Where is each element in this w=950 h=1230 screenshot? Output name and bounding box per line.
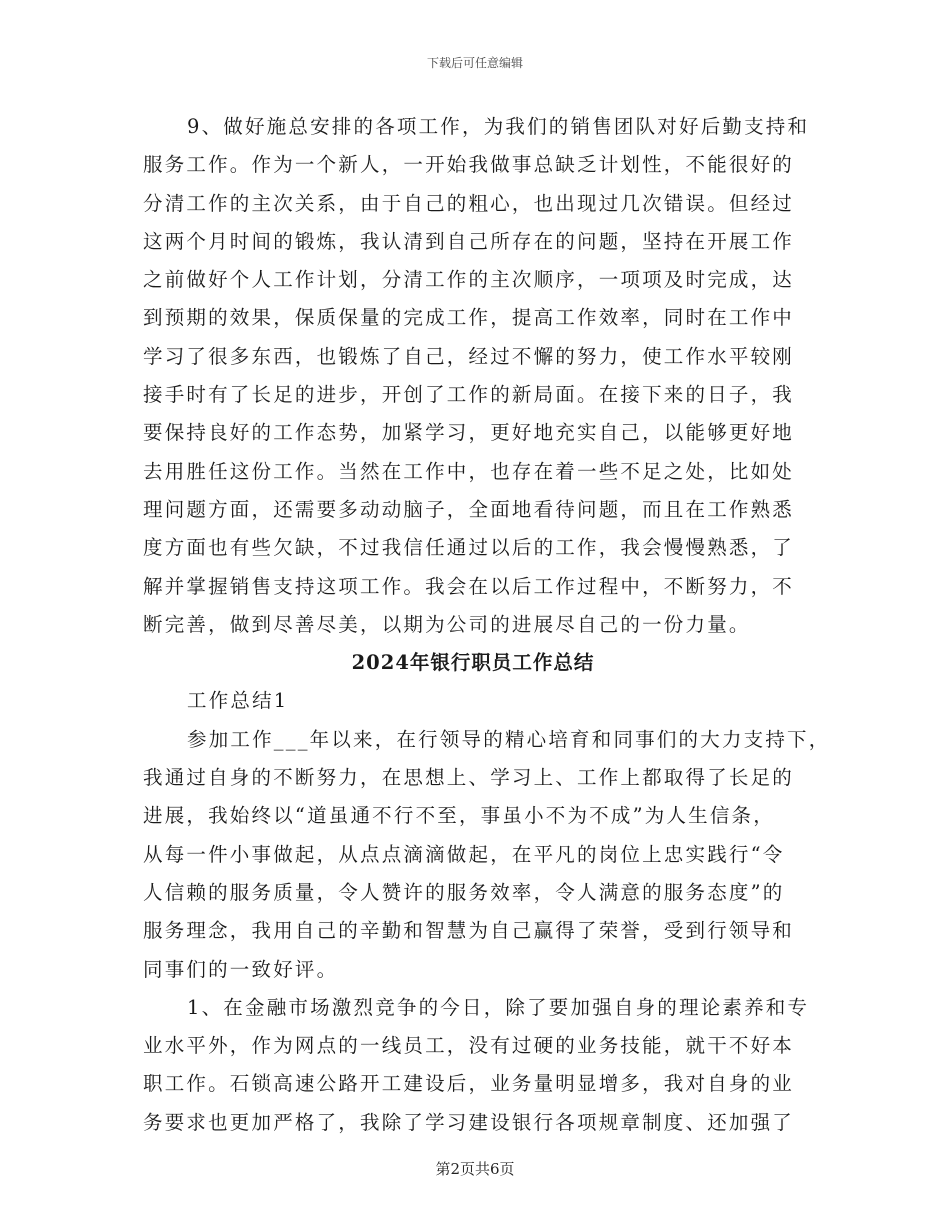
- text-line: 这两个月时间的锻炼，我认清到自己所存在的问题，坚持在开展工作: [143, 229, 795, 253]
- text-line: 要保持良好的工作态势，加紧学习，更好地充实自己，以能够更好地: [143, 421, 795, 445]
- page-header-note: 下载后可任意编辑: [426, 56, 523, 70]
- text-line: 我通过自身的不断努力，在思想上、学习上、工作上都取得了长足的: [143, 766, 795, 790]
- page-number: 第2页共6页: [435, 1160, 515, 1178]
- paragraph-3: [143, 989, 813, 1142]
- text-line: 理问题方面，还需要多动动脑子，全面地看待问题，而且在工作熟悉: [143, 497, 795, 521]
- text-line: 之前做好个人工作计划，分清工作的主次顺序，一项项及时完成，达: [143, 268, 795, 292]
- text-line: 9、做好施总安排的各项工作，为我们的销售团队对好后勤支持和: [187, 115, 810, 138]
- text-line: 人信赖的服务质量，令人赞许的服务效率，令人满意的服务态度”的: [143, 880, 785, 904]
- text-line: 断完善，做到尽善尽美，以期为公司的进展尽自己的一份力量。: [143, 612, 751, 636]
- text-line: 去用胜任这份工作。当然在工作中，也存在着一些不足之处，比如处: [143, 459, 795, 483]
- text-line: 解并掌握销售支持这项工作。我会在以后工作过程中，不断努力，不: [143, 574, 795, 598]
- paragraph-2: [143, 721, 831, 989]
- text-line: 到预期的效果，保质保量的完成工作，提高工作效率，同时在工作中: [143, 306, 795, 330]
- text-line: 从每一件小事做起，从点点滴滴做起，在平凡的岗位上忠实践行“令: [143, 842, 785, 866]
- document-body: [143, 108, 831, 1142]
- text-line: 参加工作___年以来，在行领导的精心培育和同事们的大力支持下，: [187, 727, 831, 751]
- text-line: 服务工作。作为一个新人，一开始我做事总缺乏计划性，不能很好的: [143, 153, 795, 177]
- text-line: 进展，我始终以“道虽通不行不至，事虽小不为不成”为人生信条，: [143, 804, 775, 828]
- text-line: 学习了很多东西，也锻炼了自己，经过不懈的努力，使工作水平较刚: [143, 344, 795, 368]
- text-line: 职工作。石锁高速公路开工建设后，业务量明显增多，我对自身的业: [143, 1072, 795, 1096]
- text-line: 分清工作的主次关系，由于自己的粗心，也出现过几次错误。但经过: [143, 191, 795, 215]
- text-line: 度方面也有些欠缺，不过我信任通过以后的工作，我会慢慢熟悉，了: [143, 536, 795, 560]
- text-line: 务要求也更加严格了，我除了学习建设银行各项规章制度、还加强了: [143, 1110, 795, 1134]
- text-line: 服务理念，我用自己的辛勤和智慧为自己赢得了荣誉，受到行领导和: [143, 919, 795, 943]
- text-line: 接手时有了长足的进步，开创了工作的新局面。在接下来的日子，我: [143, 383, 795, 407]
- text-line: 业水平外，作为网点的一线员工，没有过硬的业务技能，就干不好本: [143, 1034, 795, 1058]
- section-subtitle: 工作总结1: [187, 689, 289, 713]
- text-line: 1、在金融市场激烈竞争的今日，除了要加强自身的理论素养和专: [187, 995, 810, 1019]
- text-line: 同事们的一致好评。: [143, 957, 339, 981]
- paragraph-1: [143, 108, 813, 644]
- document-title: 2024年银行职员工作总结: [351, 651, 595, 675]
